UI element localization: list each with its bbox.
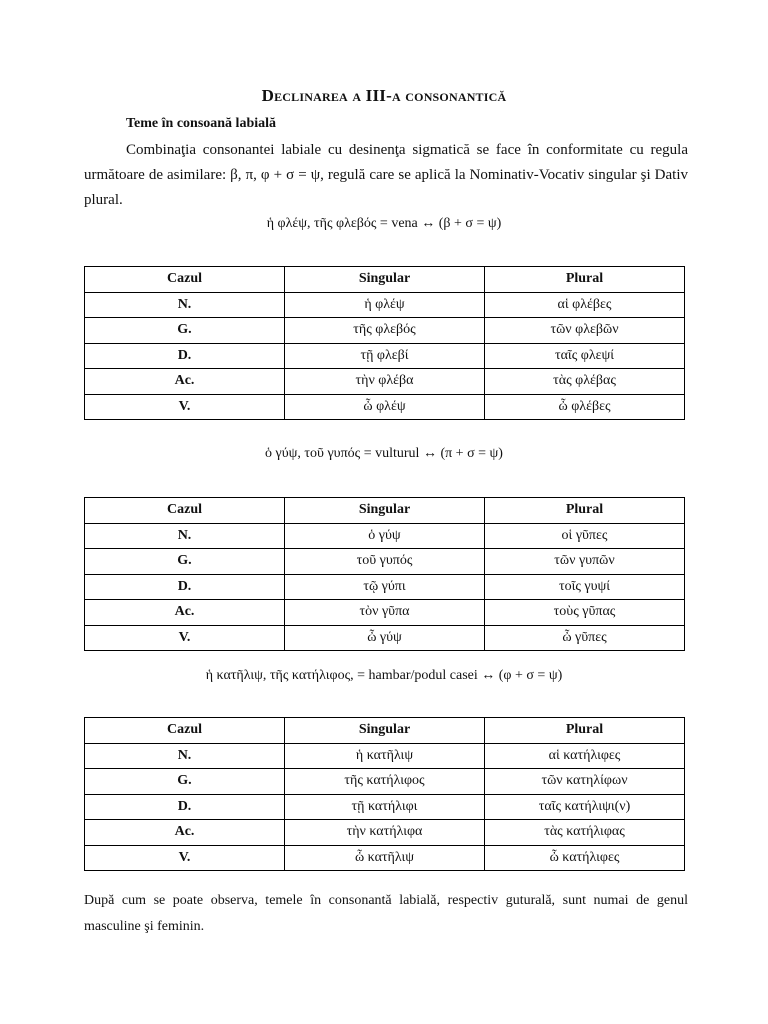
- plural-cell: τοὺς γῦπας: [485, 600, 685, 626]
- header-singular: Singular: [285, 718, 485, 744]
- table-row: [85, 600, 685, 626]
- header-singular: Singular: [285, 498, 485, 524]
- formula-hambar: ἡ κατῆλιψ, τῆς κατήλιφος, = hambar/podul casei ↔ (φ + σ = ψ): [205, 668, 563, 683]
- section-subtitle: Teme în consoană labială: [126, 116, 277, 131]
- table-row: [85, 394, 685, 420]
- singular-cell: ὦ φλέψ: [285, 394, 485, 420]
- case-cell: G.: [85, 549, 285, 575]
- case-cell: V.: [85, 625, 285, 651]
- plural-cell: τὰς φλέβας: [485, 369, 685, 395]
- table-row: [85, 343, 685, 369]
- case-cell: G.: [85, 769, 285, 795]
- plural-cell: τῶν γυπῶν: [485, 549, 685, 575]
- page-title: Declinarea a III-a consonantică: [261, 86, 507, 105]
- table-row: [85, 574, 685, 600]
- table-row: [85, 820, 685, 846]
- case-cell: D.: [85, 574, 285, 600]
- table-header-row: [85, 267, 685, 293]
- declension-table-vena: [84, 266, 685, 420]
- plural-cell: τὰς κατήλιφας: [485, 820, 685, 846]
- closing-paragraph: După cum se poate observa, temele în consonantă labială, respectiv guturală, sunt numai de genul masculine şi feminin.: [84, 893, 688, 934]
- singular-cell: ὦ γύψ: [285, 625, 485, 651]
- singular-cell: τὴν κατήλιφα: [285, 820, 485, 846]
- table-header-row: [85, 498, 685, 524]
- singular-cell: τὴν φλέβα: [285, 369, 485, 395]
- case-cell: D.: [85, 343, 285, 369]
- case-cell: V.: [85, 845, 285, 871]
- singular-cell: τῇ φλεβί: [285, 343, 485, 369]
- header-plural: Plural: [485, 498, 685, 524]
- singular-cell: ὁ γύψ: [285, 523, 485, 549]
- table-row: [85, 318, 685, 344]
- plural-cell: τῶν κατηλίφων: [485, 769, 685, 795]
- intro-paragraph: Combinaţia consonantei labiale cu desinenţa sigmatică se face în conformitate cu regula următoare de asimilare: β, π, φ + σ = ψ, regulă care se aplică la Nominativ-Vocativ singular şi Dativ plural.: [84, 142, 688, 208]
- plural-cell: ὦ γῦπες: [485, 625, 685, 651]
- header-case: Cazul: [85, 267, 285, 293]
- case-cell: Ac.: [85, 600, 285, 626]
- declension-table-hambar: [84, 717, 685, 871]
- case-cell: Ac.: [85, 820, 285, 846]
- table-row: [85, 523, 685, 549]
- plural-cell: ὦ φλέβες: [485, 394, 685, 420]
- singular-cell: τῆς φλεβός: [285, 318, 485, 344]
- table-row: [85, 845, 685, 871]
- singular-cell: ὦ κατῆλιψ: [285, 845, 485, 871]
- table-header-row: [85, 718, 685, 744]
- header-plural: Plural: [485, 267, 685, 293]
- singular-cell: τῇ κατήλιφι: [285, 794, 485, 820]
- table-row: [85, 292, 685, 318]
- plural-cell: τοῖς γυψί: [485, 574, 685, 600]
- case-cell: N.: [85, 292, 285, 318]
- table-row: [85, 625, 685, 651]
- header-case: Cazul: [85, 718, 285, 744]
- header-case: Cazul: [85, 498, 285, 524]
- case-cell: N.: [85, 743, 285, 769]
- plural-cell: ταῖς φλεψί: [485, 343, 685, 369]
- table-row: [85, 549, 685, 575]
- table-row: [85, 743, 685, 769]
- plural-cell: ταῖς κατήλιψι(ν): [485, 794, 685, 820]
- singular-cell: τῷ γύπι: [285, 574, 485, 600]
- declension-table-vulturul: [84, 497, 685, 651]
- formula-vena: ἡ φλέψ, τῆς φλεβός = vena ↔ (β + σ = ψ): [266, 216, 502, 231]
- case-cell: D.: [85, 794, 285, 820]
- singular-cell: ἡ κατῆλιψ: [285, 743, 485, 769]
- case-cell: N.: [85, 523, 285, 549]
- singular-cell: τῆς κατήλιφος: [285, 769, 485, 795]
- case-cell: Ac.: [85, 369, 285, 395]
- table-row: [85, 794, 685, 820]
- plural-cell: ὦ κατήλιφες: [485, 845, 685, 871]
- table-row: [85, 369, 685, 395]
- singular-cell: τοῦ γυπός: [285, 549, 485, 575]
- case-cell: G.: [85, 318, 285, 344]
- singular-cell: τὸν γῦπα: [285, 600, 485, 626]
- header-plural: Plural: [485, 718, 685, 744]
- case-cell: V.: [85, 394, 285, 420]
- plural-cell: αἱ κατήλιφες: [485, 743, 685, 769]
- formula-vulturul: ὁ γύψ, τοῦ γυπός = vulturul ↔ (π + σ = ψ): [265, 446, 503, 461]
- plural-cell: αἱ φλέβες: [485, 292, 685, 318]
- header-singular: Singular: [285, 267, 485, 293]
- table-row: [85, 769, 685, 795]
- singular-cell: ἡ φλέψ: [285, 292, 485, 318]
- plural-cell: τῶν φλεβῶν: [485, 318, 685, 344]
- plural-cell: οἱ γῦπες: [485, 523, 685, 549]
